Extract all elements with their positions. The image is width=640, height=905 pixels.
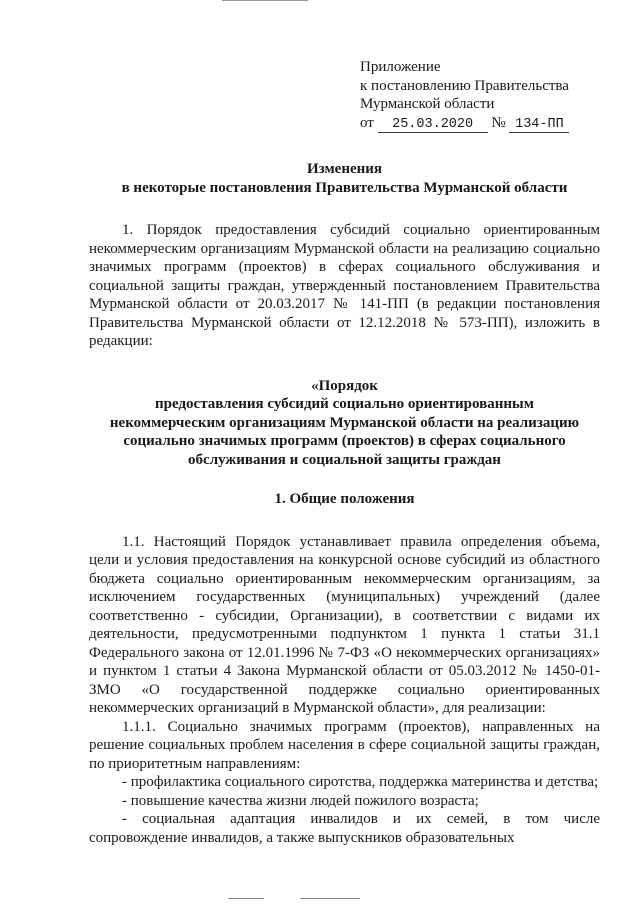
heading-line-1: Изменения <box>306 161 383 177</box>
list-item-disabled: - социальная адаптация инвалидов и их семей, в том числе сопровождение инвалидов, а также выпускников образовательных <box>89 811 600 846</box>
appendix-date-line <box>360 114 610 133</box>
appendix-line-2: к постановлению Правительства <box>360 77 569 94</box>
number-prefix: № <box>491 114 506 131</box>
order-title-line-1: «Порядок <box>311 377 378 394</box>
number-value: 134-ПП <box>509 118 569 133</box>
date-value: 25.03.2020 <box>378 118 488 133</box>
scan-edge-bottom-right <box>300 898 360 899</box>
order-title-line-5: обслуживания и социальной защиты граждан <box>188 451 501 468</box>
appendix-line-3: Мурманской области <box>360 96 495 112</box>
heading-line-2: в некоторые постановления Правительства Мурманской области <box>121 179 568 196</box>
section-title: 1. Общие положения <box>274 491 415 507</box>
order-title <box>89 377 600 470</box>
scan-edge-bottom-left <box>228 898 264 899</box>
paragraph-1-1-1: 1.1.1. Социально значимых программ (проектов), направленных на решение социальных проблем населения в сфере социальной защиты граждан, по приоритетным направлениям: <box>89 718 600 772</box>
order-title-line-2: предоставления субсидий социально ориентированным <box>155 396 534 412</box>
list-item-orphanhood: - профилактика социального сиротства, поддержка материнства и детства; <box>122 774 599 790</box>
appendix-block <box>360 58 610 133</box>
date-prefix: от <box>360 114 374 131</box>
order-title-line-4: социально значимых программ (проектов) в сферах социального <box>123 433 566 449</box>
appendix-line-1: Приложение <box>360 59 441 75</box>
paragraph-1-1: 1.1. Настоящий Порядок устанавливает правила определения объема, цели и условия предоставления на конкурсной основе субсидий из областного бюджета социально ориентированным некоммерческим организациям, за исключением государственных (муниципальных) учреждений (далее соответственно - субсидии, Организации), в соответствии с видами их деятельности, предусмотренными подпунктом 1 пункта 1 статьи 31.1 Федерального закона от 12.01.1996 № 7-ФЗ «О некоммерческих организациях» и пунктом 1 статьи 4 Закона Мурманской области от 05.03.2012 № 1450-01-ЗМО «О государственной поддержке социально ориентированных некоммерческих организаций в Мурманской области», для реализации: <box>89 533 600 716</box>
document-body <box>89 160 600 847</box>
intro-paragraph: 1. Порядок предоставления субсидий социально ориентированным некоммерческим организациям Мурманской области на реализацию социально значимых программ (проектов) в сферах социального обслуживания и социальной защиты граждан, утвержденный постановлением Правительства Мурманской области от 20.03.2017 № 141-ПП (в редакции постановления Правительства Мурманской области от 12.12.2018 № 573-ПП), изложить в редакции: <box>89 222 600 349</box>
list-item-elderly: - повышение качества жизни людей пожилого возраста; <box>122 792 479 809</box>
order-title-line-3: некоммерческим организациям Мурманской области на реализацию <box>109 414 580 431</box>
scan-edge-top <box>222 0 308 1</box>
